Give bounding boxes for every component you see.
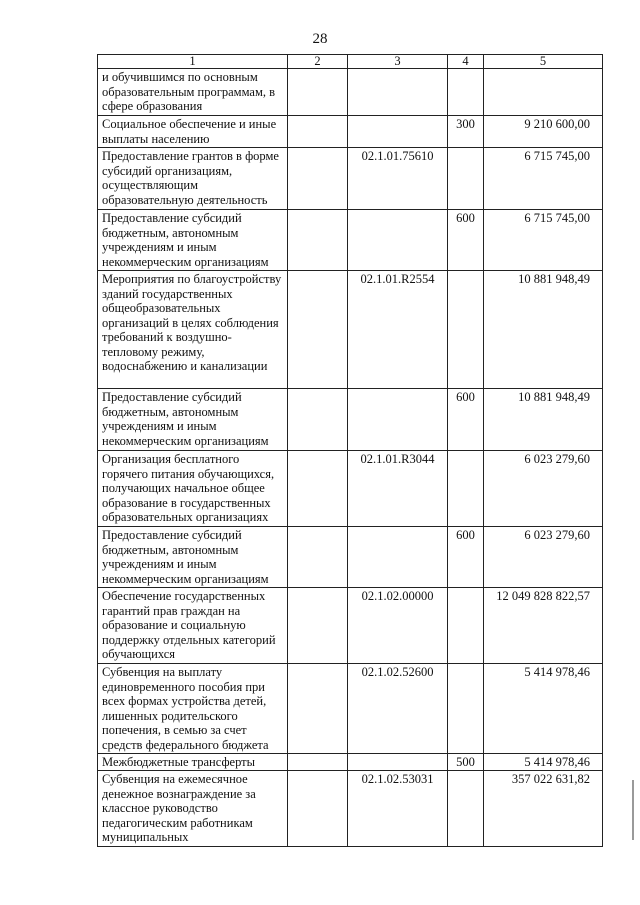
table-row (98, 527, 603, 588)
row-code: 02.1.01.R3044 (348, 451, 448, 527)
table-row (98, 389, 603, 451)
row-col2 (288, 588, 348, 664)
table-row (98, 210, 603, 271)
row-code: 02.1.01.75610 (348, 148, 448, 210)
row-col2 (288, 271, 348, 389)
row-amount: 6 023 279,60 (484, 527, 603, 588)
row-description: Мероприятия по благоустройству зданий государственных общеобразовательных организаций в целях соблюдения требований к воздушно-тепловому режиму, водоснабжению и канализации (98, 271, 288, 389)
row-code: 02.1.02.52600 (348, 664, 448, 754)
row-code: 02.1.01.R2554 (348, 271, 448, 389)
row-description: Предоставление субсидий бюджетным, автономным учреждениям и иным некоммерческим организациям (98, 527, 288, 588)
row-description: Предоставление субсидий бюджетным, автономным учреждениям и иным некоммерческим организациям (98, 210, 288, 271)
row-type (448, 588, 484, 664)
row-col2 (288, 771, 348, 847)
row-description: Организация бесплатного горячего питания обучающихся, получающих начальное общее образование в государственных образовательных организациях (98, 451, 288, 527)
row-description: Социальное обеспечение и иные выплаты населению (98, 116, 288, 148)
row-col2 (288, 210, 348, 271)
header-col-1: 1 (98, 55, 288, 69)
row-description: Предоставление грантов в форме субсидий организациям, осуществляющим образовательную деятельность (98, 148, 288, 210)
row-col2 (288, 116, 348, 148)
row-description: и обучившимся по основным образовательным программам, в сфере образования (98, 69, 288, 116)
row-amount: 10 881 948,49 (484, 271, 603, 389)
row-type (448, 664, 484, 754)
header-col-4: 4 (448, 55, 484, 69)
row-amount: 9 210 600,00 (484, 116, 603, 148)
row-code (348, 69, 448, 116)
row-description: Межбюджетные трансферты (98, 754, 288, 771)
row-type (448, 771, 484, 847)
row-type: 600 (448, 527, 484, 588)
row-description: Предоставление субсидий бюджетным, автономным учреждениям и иным некоммерческим организациям (98, 389, 288, 451)
row-amount (484, 69, 603, 116)
row-col2 (288, 754, 348, 771)
budget-table (97, 54, 603, 847)
row-code (348, 754, 448, 771)
table-row (98, 754, 603, 771)
row-description: Обеспечение государственных гарантий прав граждан на образование и социальную поддержку отдельных категорий обучающихся (98, 588, 288, 664)
row-amount: 5 414 978,46 (484, 664, 603, 754)
table-row (98, 588, 603, 664)
row-code: 02.1.02.00000 (348, 588, 448, 664)
table-row (98, 771, 603, 847)
row-col2 (288, 664, 348, 754)
page-number: 28 (312, 31, 328, 47)
row-code: 02.1.02.53031 (348, 771, 448, 847)
row-code (348, 116, 448, 148)
header-col-5: 5 (484, 55, 603, 69)
row-type (448, 69, 484, 116)
row-type (448, 451, 484, 527)
row-type: 300 (448, 116, 484, 148)
row-amount: 357 022 631,82 (484, 771, 603, 847)
header-col-2: 2 (288, 55, 348, 69)
row-type: 600 (448, 389, 484, 451)
row-code (348, 527, 448, 588)
row-description: Субвенция на ежемесячное денежное вознаграждение за классное руководство педагогическим работникам муниципальных (98, 771, 288, 847)
row-description: Субвенция на выплату единовременного пособия при всех формах устройства детей, лишенных родительского попечения, в семью за счет средств федерального бюджета (98, 664, 288, 754)
row-type: 600 (448, 210, 484, 271)
table-row (98, 271, 603, 389)
row-col2 (288, 389, 348, 451)
row-col2 (288, 148, 348, 210)
row-col2 (288, 451, 348, 527)
table-row (98, 116, 603, 148)
header-col-3: 3 (348, 55, 448, 69)
row-col2 (288, 527, 348, 588)
row-amount: 6 023 279,60 (484, 451, 603, 527)
table-row (98, 664, 603, 754)
table-row (98, 69, 603, 116)
row-col2 (288, 69, 348, 116)
row-type: 500 (448, 754, 484, 771)
row-amount: 10 881 948,49 (484, 389, 603, 451)
row-amount: 12 049 828 822,57 (484, 588, 603, 664)
row-type (448, 271, 484, 389)
table-row (98, 451, 603, 527)
row-amount: 5 414 978,46 (484, 754, 603, 771)
scan-artifact (632, 780, 634, 840)
row-amount: 6 715 745,00 (484, 210, 603, 271)
table-header-row (98, 55, 603, 69)
row-code (348, 389, 448, 451)
row-code (348, 210, 448, 271)
row-amount: 6 715 745,00 (484, 148, 603, 210)
table-row (98, 148, 603, 210)
row-type (448, 148, 484, 210)
